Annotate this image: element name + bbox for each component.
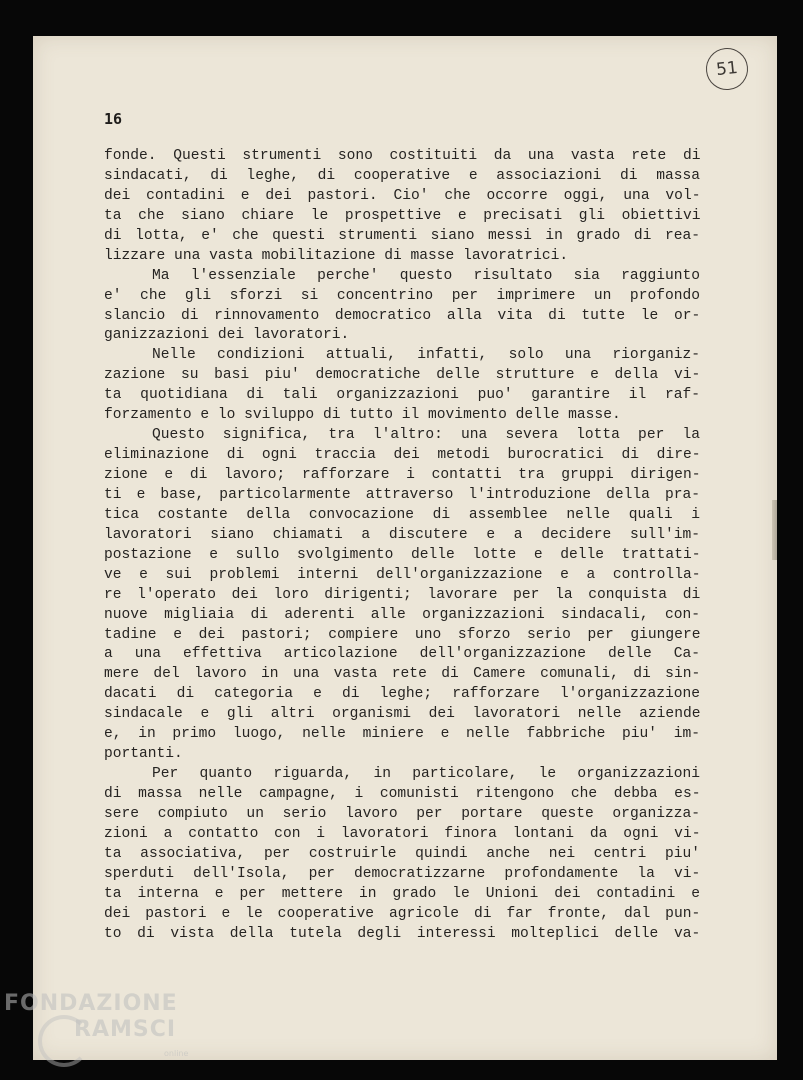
text-line: to di vista della tutela degli interessi molteplici delle va-: [104, 925, 701, 942]
text-line: Ma l'essenziale perche' questo risultato sia raggiunto: [152, 267, 700, 284]
text-line: sindacale e gli altri organismi dei lavoratori nelle aziende: [104, 706, 701, 723]
text-line: ta interna e per mettere in grado le Unioni dei contadini e: [104, 885, 700, 902]
text-line: di lotta, e' che questi strumenti siano messi in grado di rea-: [104, 227, 700, 244]
text-line: ti e base, particolarmente attraverso l'introduzione della pra-: [104, 486, 700, 503]
text-line: tadine e dei pastori; compiere uno sforzo serio per giungere: [104, 626, 701, 643]
staple-mark: [772, 500, 777, 560]
watermark-line-1: FONDAZIONE: [4, 991, 178, 1016]
page-number: 16: [104, 110, 123, 128]
watermark-line-3: online: [164, 1049, 189, 1058]
text-line: a una effettiva articolazione dell'organizzazione delle Ca-: [104, 646, 700, 663]
text-line: lavoratori siano chiamati a discutere e a decidere sull'im-: [104, 526, 700, 543]
text-line: re l'operato dei loro dirigenti; lavorare per la conquista di: [104, 586, 701, 603]
text-line: sere compiuto un serio lavoro per portare queste organizza-: [104, 805, 700, 822]
text-line: forzamento e lo sviluppo di tutto il movimento delle masse.: [104, 407, 621, 424]
text-line: ta che siano chiare le prospettive e precisati gli obiettivi: [104, 207, 701, 224]
text-line: lizzare una vasta mobilitazione di masse lavoratrici.: [104, 247, 569, 264]
watermark-line-2: RAMSCI: [74, 1017, 177, 1042]
text-line: zione e di lavoro; rafforzare i contatti tra gruppi dirigen-: [104, 467, 701, 483]
text-line: e, in primo luogo, nelle miniere e nelle fabbriche piu' im-: [104, 726, 700, 743]
text-line: dei pastori e le cooperative agricole di far fronte, dal pun-: [104, 905, 701, 922]
text-line: ta quotidiana di tali organizzazioni puo' garantire il raf-: [104, 387, 700, 404]
text-line: sindacati, di leghe, di cooperative e associazioni di massa: [104, 167, 700, 184]
text-line: dacati di categoria e di leghe; rafforzare l'organizzazione: [104, 686, 700, 703]
text-line: e' che gli sforzi si concentrino per imprimere un profondo: [104, 287, 700, 304]
fondazione-gramsci-watermark: [4, 991, 189, 1058]
text-line: ta associativa, per costruirle quindi anche nei centri piu': [104, 845, 700, 862]
text-line: Questo significa, tra l'altro: una severa lotta per la: [152, 427, 700, 444]
archive-number-stamp: 51: [704, 46, 750, 92]
text-line: di massa nelle campagne, i comunisti ritengono che debba es-: [104, 786, 701, 802]
text-line: Nelle condizioni attuali, infatti, solo una riorganiz-: [152, 347, 700, 364]
text-line: tica costante della convocazione di assemblee nelle quali i: [104, 506, 700, 523]
text-line: nuove migliaia di aderenti alle organizzazioni sindacali, con-: [104, 606, 700, 623]
text-line: postazione e sullo svolgimento delle lotte e delle trattati-: [104, 546, 701, 563]
text-line: portanti.: [104, 746, 183, 763]
text-line: Per quanto riguarda, in particolare, le organizzazioni: [152, 766, 700, 783]
body-text: [104, 147, 700, 945]
text-line: ganizzazioni dei lavoratori.: [104, 327, 350, 344]
text-line: fonde. Questi strumenti sono costituiti da una vasta rete di: [104, 148, 701, 164]
text-line: dei contadini e dei pastori. Cio' che occorre oggi, una vol-: [104, 187, 701, 204]
text-line: mere del lavoro in una vasta rete di Camere comunali, di sin-: [104, 666, 701, 683]
text-line: slancio di rinnovamento democratico alla vita di tutte le or-: [104, 307, 701, 324]
text-line: sperduti dell'Isola, per democratizzarne profondamente la vi-: [104, 865, 701, 882]
text-line: ve e sui problemi interni dell'organizzazione e a controlla-: [104, 566, 701, 583]
text-line: zazione su basi piu' democratiche delle strutture e della vi-: [104, 367, 701, 384]
text-line: zioni a contatto con i lavoratori finora lontani da ogni vi-: [104, 825, 701, 842]
text-line: eliminazione di ogni traccia dei metodi burocratici di dire-: [104, 447, 701, 464]
